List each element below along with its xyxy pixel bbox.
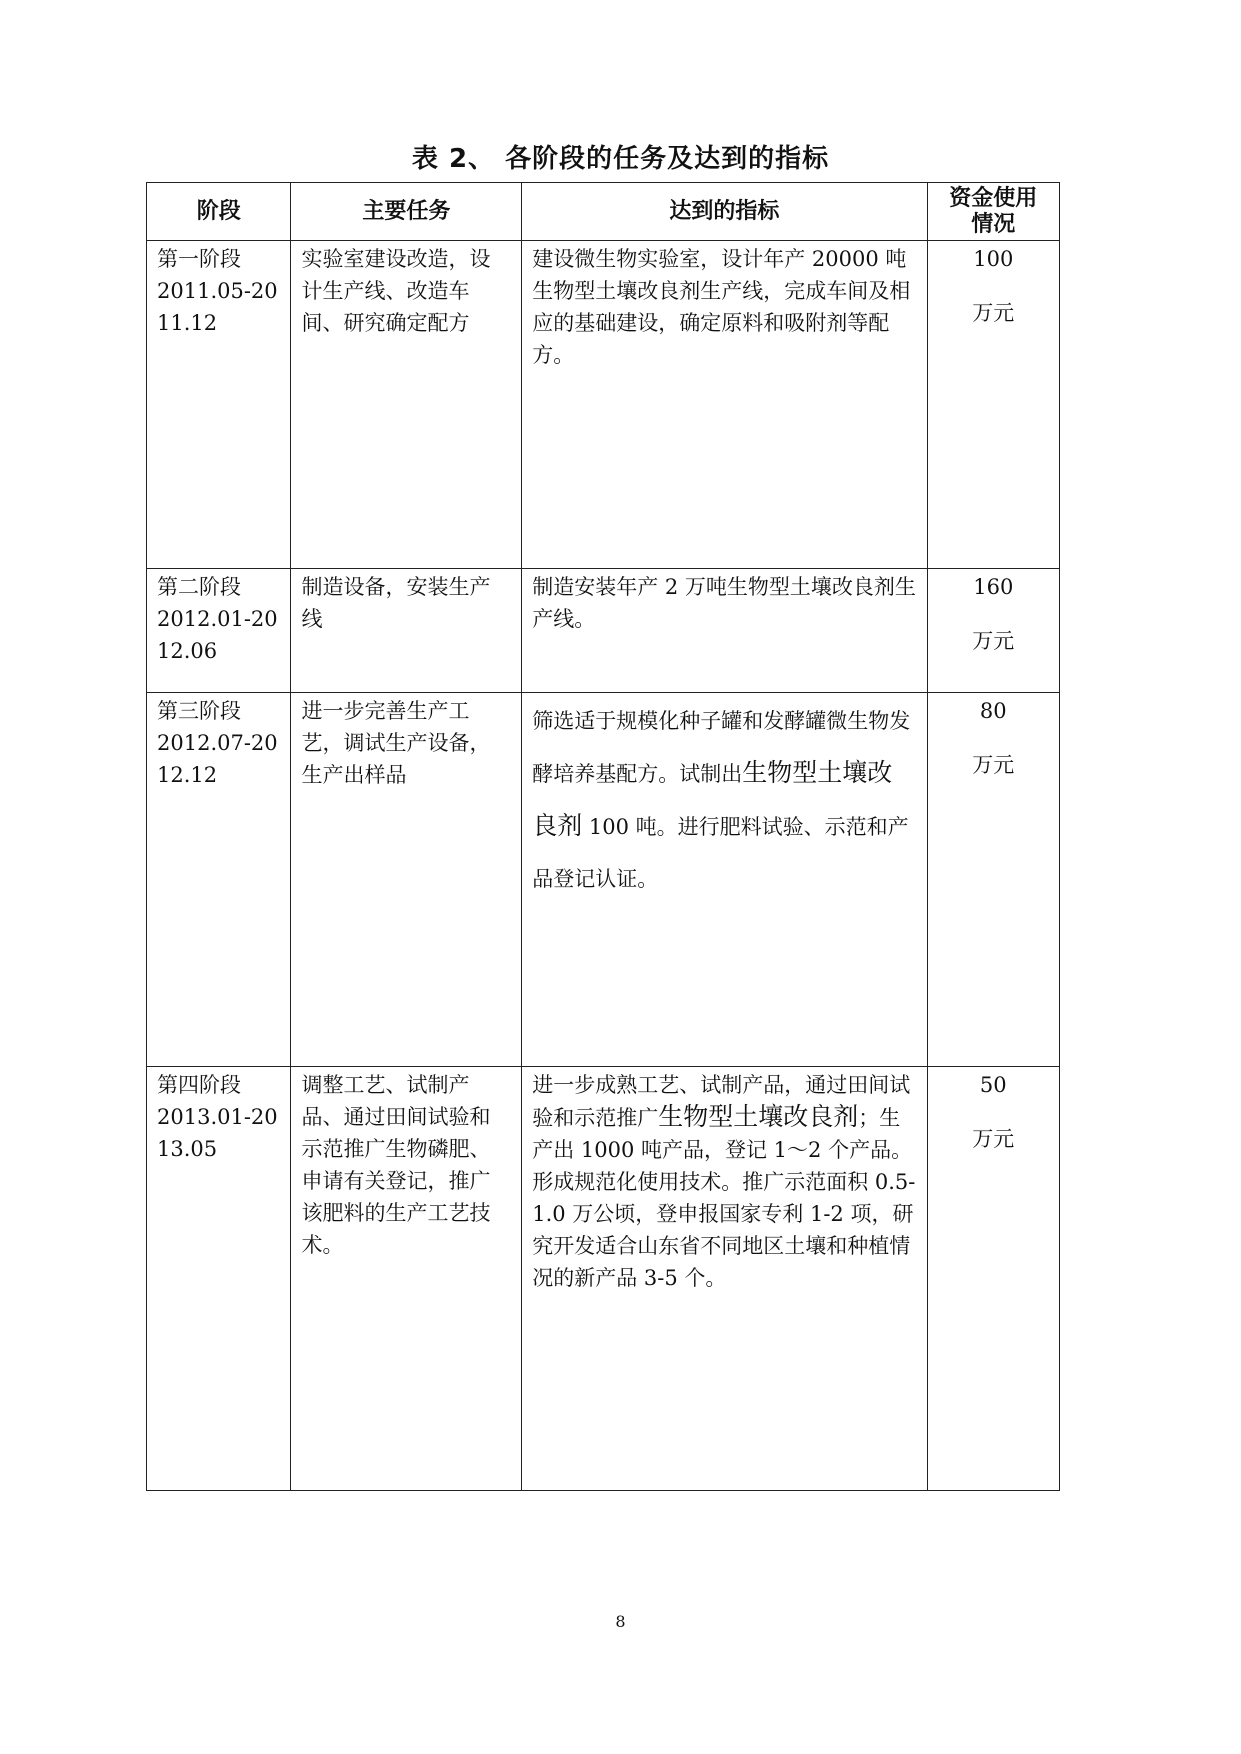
header-stage: 阶段	[147, 183, 291, 241]
funding-unit: 万元	[972, 629, 1015, 653]
funding-cell	[927, 693, 1059, 1067]
table-row	[147, 1067, 1060, 1491]
indicator-cell	[522, 241, 927, 569]
funding-cell	[927, 569, 1059, 693]
indicator-text: 进一步成熟工艺、试制产品，通过田间试验和示范推广	[532, 1073, 911, 1130]
stage-name: 第四阶段	[157, 1073, 241, 1097]
task-cell: 进一步完善生产工艺，调试生产设备，生产出样品	[291, 693, 522, 1067]
indicator-product-name: 生物型土壤改良剂	[658, 1102, 859, 1131]
task-cell: 调整工艺、试制产品、通过田间试验和示范推广生物磷肥、申请有关登记，推广该肥料的生产工艺技术。	[291, 1067, 522, 1491]
indicator-cell	[522, 693, 927, 1067]
funding-cell	[927, 1067, 1059, 1491]
indicator-cell	[522, 569, 927, 693]
funding-unit: 万元	[972, 753, 1015, 777]
stage-period-start: 2012.01-20	[157, 607, 278, 631]
indicator-text: 建设微生物实验室，设计年产 20000 吨生物型土壤改良剂生产线，完成车间及相应的基础建设，确定原料和吸附剂等配方。	[532, 247, 911, 367]
page-number: 8	[615, 1612, 626, 1631]
stage-period-end: 12.12	[157, 763, 218, 787]
header-task: 主要任务	[291, 183, 522, 241]
indicator-text-continued: 100 吨。进行肥料试验、示范和产品登记认证。	[532, 815, 909, 891]
table-title: 表 2、 各阶段的任务及达到的指标	[411, 144, 830, 174]
stage-period-end: 12.06	[157, 639, 218, 663]
stage-name: 第一阶段	[157, 247, 241, 271]
stage-cell	[147, 693, 291, 1067]
table-row	[147, 693, 1060, 1067]
table-row	[147, 569, 1060, 693]
header-indicator: 达到的指标	[522, 183, 927, 241]
stage-cell	[147, 241, 291, 569]
indicator-text: 制造安装年产 2 万吨生物型土壤改良剂生产线。	[532, 575, 916, 631]
funding-unit: 万元	[972, 301, 1015, 325]
stage-period-start: 2012.07-20	[157, 731, 278, 755]
stage-cell	[147, 569, 291, 693]
stage-period-end: 13.05	[157, 1137, 218, 1161]
task-cell: 实验室建设改造，设计生产线、改造车间、研究确定配方	[291, 241, 522, 569]
stage-task-table	[146, 182, 1060, 1491]
stage-name: 第二阶段	[157, 575, 241, 599]
funding-amount: 100	[973, 247, 1014, 271]
indicator-product-name: 生物型土壤改良剂	[532, 758, 893, 840]
funding-amount: 50	[979, 1073, 1007, 1097]
stage-cell	[147, 1067, 291, 1491]
stage-period-end: 11.12	[157, 311, 218, 335]
header-funding	[927, 183, 1059, 241]
stage-name: 第三阶段	[157, 699, 241, 723]
indicator-cell	[522, 1067, 927, 1491]
funding-cell	[927, 241, 1059, 569]
stage-period-start: 2013.01-20	[157, 1105, 278, 1129]
header-funding-label: 资金使用情况	[949, 185, 1038, 237]
funding-unit: 万元	[972, 1127, 1015, 1151]
funding-amount: 160	[973, 575, 1014, 599]
table-row	[147, 241, 1060, 569]
funding-amount: 80	[979, 699, 1007, 723]
stage-period-start: 2011.05-20	[157, 279, 278, 303]
table-header-row	[147, 183, 1060, 241]
indicator-text-continued: ；生产出 1000 吨产品，登记 1～2 个产品。形成规范化使用技术。推广示范面积 0.5-1.0 万公顷，登申报国家专利 1-2 项，研究开发适合山东省不同地区土壤和种植情况的新产品 3-5 个。	[532, 1106, 916, 1290]
indicator-text: 筛选适于规模化种子罐和发酵罐微生物发酵培养基配方。试制出	[532, 709, 911, 786]
task-cell: 制造设备，安装生产线	[291, 569, 522, 693]
